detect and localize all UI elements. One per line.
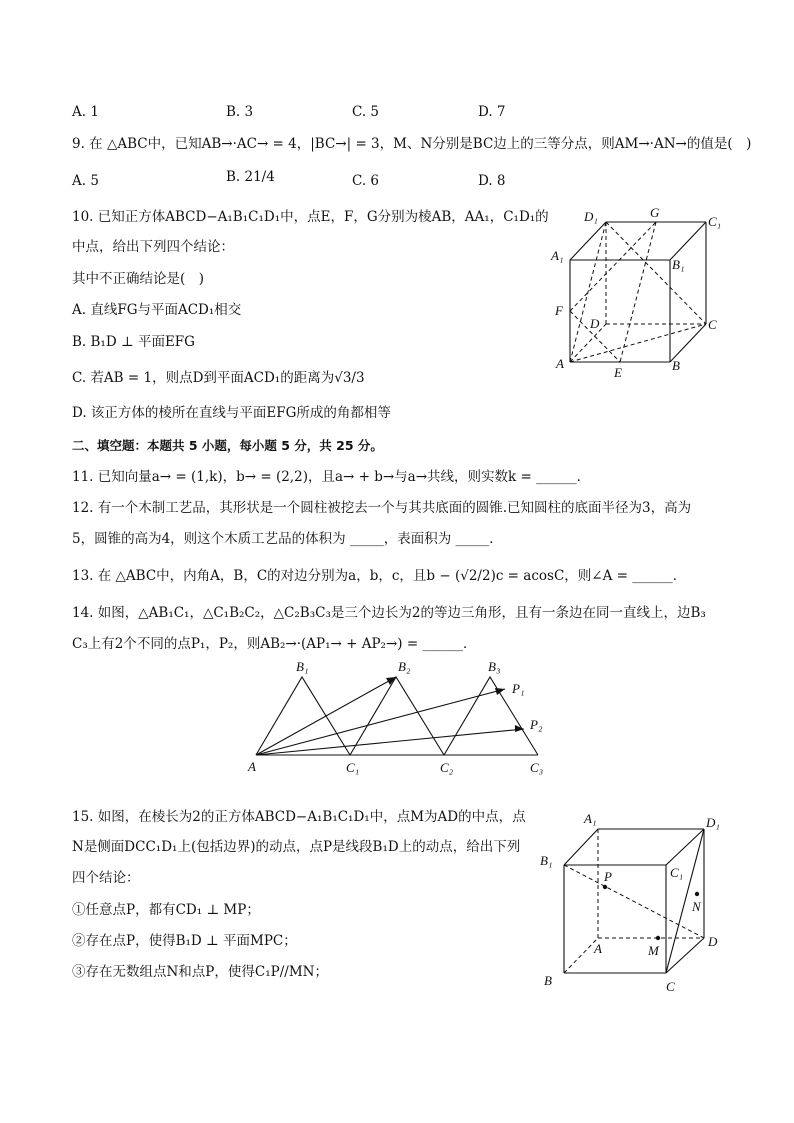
q15-stem-line1: 15. 如图，在棱长为2的正方体ABCD−A₁B₁C₁D₁中，点M为AD的中点，点 — [72, 809, 526, 825]
q15-label-c1: C₁ — [670, 865, 684, 880]
q14-label-c2: C₂ — [440, 760, 454, 775]
q15-stem-line3: 四个结论： — [72, 870, 140, 886]
q14-stem-line2: C₃上有2个不同的点P₁，P₂，则AB₂→·(AP₁→ + AP₂→) = ______． — [72, 636, 477, 652]
q9-option-a: A. 5 — [72, 173, 99, 189]
q15-item-1: ①任意点P，都有CD₁ ⊥ MP； — [72, 902, 260, 918]
q8-option-b: B. 3 — [226, 104, 254, 120]
q15-label-b: B — [544, 973, 552, 988]
q15-label-d1: D₁ — [706, 815, 720, 830]
q10-option-d: D. 该正方体的棱所在直线与平面EFG所成的角都相等 — [72, 405, 391, 421]
q14-label-c1: C₁ — [346, 760, 360, 775]
q10-option-b: B. B₁D ⊥ 平面EFG — [72, 334, 195, 350]
q15-label-b1: B₁ — [540, 853, 553, 868]
q12-stem-line2: 5，圆锥的高为4，则这个木质工艺品的体积为 _____，表面积为 _____． — [72, 531, 503, 547]
q10-label-c: C — [708, 317, 717, 332]
q8-option-d: D. 7 — [478, 104, 506, 120]
q12-stem-line1: 12. 有一个木制工艺品，其形状是一个圆柱被挖去一个与其共底面的圆锥.已知圆柱的底面半径为3，高为 — [72, 500, 692, 516]
q15-label-c: C — [666, 979, 675, 994]
q15-cube-figure — [536, 805, 736, 995]
q10-option-a: A. 直线FG与平面ACD₁相交 — [72, 302, 242, 318]
q14-label-p1: P₁ — [512, 681, 525, 696]
q10-label-c1: C₁ — [708, 214, 722, 229]
q10-label-a1: A₁ — [551, 248, 564, 263]
q14-label-b1: B₁ — [296, 659, 309, 674]
q8-option-a: A. 1 — [72, 104, 99, 120]
q15-label-p: P — [604, 869, 612, 884]
q10-stem-line1: 10. 已知正方体ABCD−A₁B₁C₁D₁中，点E，F，G分别为棱AB，AA₁，C₁D₁的 — [72, 209, 549, 225]
q13-stem: 13. 在 △ABC中，内角A，B，C的对边分别为a，b，c，且b − (√2/2)c = acosC，则∠A = ______． — [72, 568, 687, 584]
q9-option-d: D. 8 — [478, 173, 506, 189]
q10-stem-line3: 其中不正确结论是( ) — [72, 271, 205, 287]
section-2-heading: 二、填空题：本题共 5 小题，每小题 5 分，共 25 分。 — [72, 438, 383, 453]
q15-label-a: A — [594, 941, 602, 956]
q10-stem-line2: 中点，给出下列四个结论： — [72, 239, 234, 255]
q10-cube-figure — [548, 200, 733, 380]
q9-option-b: B. 21/4 — [226, 169, 275, 185]
q15-label-a1: A₁ — [584, 811, 597, 826]
q15-stem-line2: N是侧面DCC₁D₁上(包括边界)的动点，点P是线段B₁D上的动点，给出下列 — [72, 839, 521, 855]
q10-label-d: D — [590, 316, 600, 331]
q15-label-n: N — [692, 899, 701, 914]
q9-option-c: C. 6 — [352, 173, 380, 189]
q15-label-m: M — [648, 943, 659, 958]
q10-label-d1: D₁ — [584, 209, 598, 224]
q10-label-a: A — [556, 356, 564, 371]
q14-label-p2: P₂ — [530, 717, 543, 732]
q11-stem: 11. 已知向量a→ = (1,k)，b→ = (2,2)，且a→ + b→与a→共线，则实数k = ______． — [72, 469, 591, 485]
q10-label-b: B — [672, 358, 680, 373]
q10-label-f: F — [555, 303, 563, 318]
q10-label-g: G — [650, 205, 660, 220]
q8-option-c: C. 5 — [352, 104, 380, 120]
q14-label-c3: C₃ — [530, 760, 544, 775]
q15-item-2: ②存在点P，使得B₁D ⊥ 平面MPC； — [72, 933, 297, 949]
q14-label-a: A — [248, 759, 256, 774]
q10-option-c: C. 若AB = 1，则点D到平面ACD₁的距离为√3/3 — [72, 370, 365, 386]
q10-label-e: E — [614, 365, 622, 380]
q14-triangles-figure — [240, 655, 560, 780]
q9-stem: 9. 在 △ABC中，已知AB→·AC→ = 4，|BC→| = 3，M、N分别是BC边上的三等分点，则AM→·AN→的值是( ) — [72, 136, 752, 152]
q15-item-3: ③存在无数组点N和点P，使得C₁P//MN； — [72, 964, 328, 980]
q14-label-b3: B₃ — [488, 659, 501, 674]
q10-label-b1: B₁ — [672, 257, 685, 272]
q15-label-d: D — [708, 934, 718, 949]
q14-label-b2: B₂ — [398, 659, 411, 674]
q14-stem-line1: 14. 如图，△AB₁C₁，△C₁B₂C₂，△C₂B₃C₃是三个边长为2的等边三角形，且有一条边在同一直线上，边B₃ — [72, 605, 706, 621]
